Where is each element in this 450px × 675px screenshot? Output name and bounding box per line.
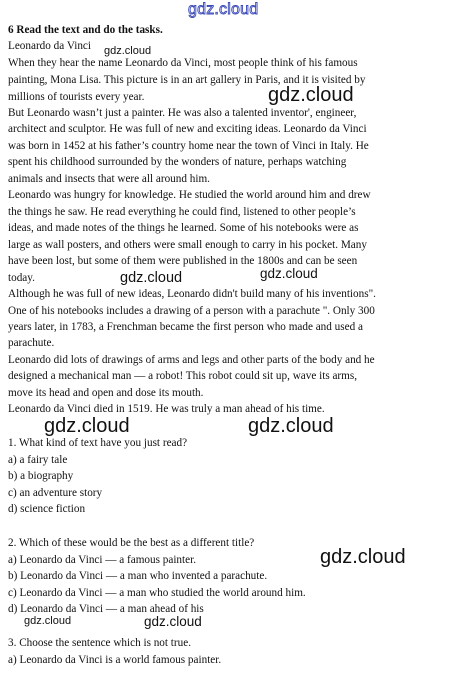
text-line: ideas, and made notes of the things he learned. Some of his notebooks were as xyxy=(8,222,359,234)
answer-option: d) science fiction xyxy=(8,503,86,515)
text-line: When they hear the name Leonardo da Vinci, most people think of his famous xyxy=(8,57,358,69)
text-line: large as wall posters, and others were small enough to carry in his pocket. Many xyxy=(8,239,367,251)
watermark: gdz.cloud xyxy=(260,266,318,281)
watermark: gdz.cloud xyxy=(320,546,406,568)
text-line: Leonardo did lots of drawings of arms and legs and other parts of the body and he xyxy=(8,354,375,366)
question-1: 1. What kind of text have you just read? xyxy=(8,437,188,449)
answer-option: a) Leonardo da Vinci is a world famous painter. xyxy=(8,654,222,666)
text-line: years later, in 1783, a Frenchman became the first person who made and used a xyxy=(8,321,363,333)
answer-option: b) Leonardo da Vinci — a man who invented a parachute. xyxy=(8,570,268,582)
question-3: 3. Choose the sentence which is not true. xyxy=(8,637,191,649)
text-line: Although he was full of new ideas, Leonardo didn't build many of his inventions". xyxy=(8,288,376,300)
text-line: Leonardo da Vinci died in 1519. He was truly a man ahead of his time. xyxy=(8,403,325,415)
watermark: gdz.cloud xyxy=(120,270,183,286)
answer-option: a) Leonardo da Vinci — a famous painter. xyxy=(8,554,197,566)
text-line: One of his notebooks includes a drawing of a person with a parachute ". Only 300 xyxy=(8,305,375,317)
text-line: the things he saw. He read everything he could find, listened to other people’s xyxy=(8,206,356,218)
watermark: gdz.cloud xyxy=(44,415,130,437)
answer-option: b) a biography xyxy=(8,470,74,482)
text-line: parachute. xyxy=(8,337,55,349)
watermark: gdz.cloud xyxy=(104,45,152,57)
watermark: gdz.cloud xyxy=(248,415,334,437)
watermark: gdz.cloud xyxy=(144,614,202,629)
text-line: move its head and open and dose its mouth. xyxy=(8,387,204,399)
text-line: architect and sculptor. He was full of new and exciting ideas. Leonardo da Vinci xyxy=(8,123,367,135)
text-line: But Leonardo wasn’t just a painter. He was also a talented inventor', engineer, xyxy=(8,107,357,119)
text-line: painting, Mona Lisa. This picture is in an art gallery in Paris, and it is visited by xyxy=(8,74,366,86)
exercise-heading: 6 Read the text and do the tasks. xyxy=(8,24,163,36)
watermark-top: gdz.cloud xyxy=(188,1,259,18)
answer-option: a) a fairy tale xyxy=(8,454,68,466)
text-line: spent his childhood surrounded by the wonders of nature, perhaps watching xyxy=(8,156,347,168)
text-line: today. xyxy=(8,272,35,284)
text-line: millions of tourists every year. xyxy=(8,91,145,103)
answer-option: c) an adventure story xyxy=(8,487,103,499)
text-line: have been lost, but some of them were published in the 1800s and can be seen xyxy=(8,255,358,267)
text-line: designed a mechanical man — a robot! This robot could sit up, wave its arms, xyxy=(8,370,358,382)
watermark: gdz.cloud xyxy=(24,615,72,627)
text-title: Leonardo da Vinci xyxy=(8,40,91,52)
text-line: Leonardo was hungry for knowledge. He studied the world around him and drew xyxy=(8,189,371,201)
text-line: was born in 1452 at his father’s country home near the town of Vinci in Italy. He xyxy=(8,140,369,152)
answer-option: d) Leonardo da Vinci — a man ahead of his xyxy=(8,603,204,615)
question-2: 2. Which of these would be the best as a different title? xyxy=(8,537,255,549)
answer-option: c) Leonardo da Vinci — a man who studied the world around him. xyxy=(8,587,306,599)
text-line: animals and insects that were all around him. xyxy=(8,173,210,185)
watermark: gdz.cloud xyxy=(268,84,354,106)
